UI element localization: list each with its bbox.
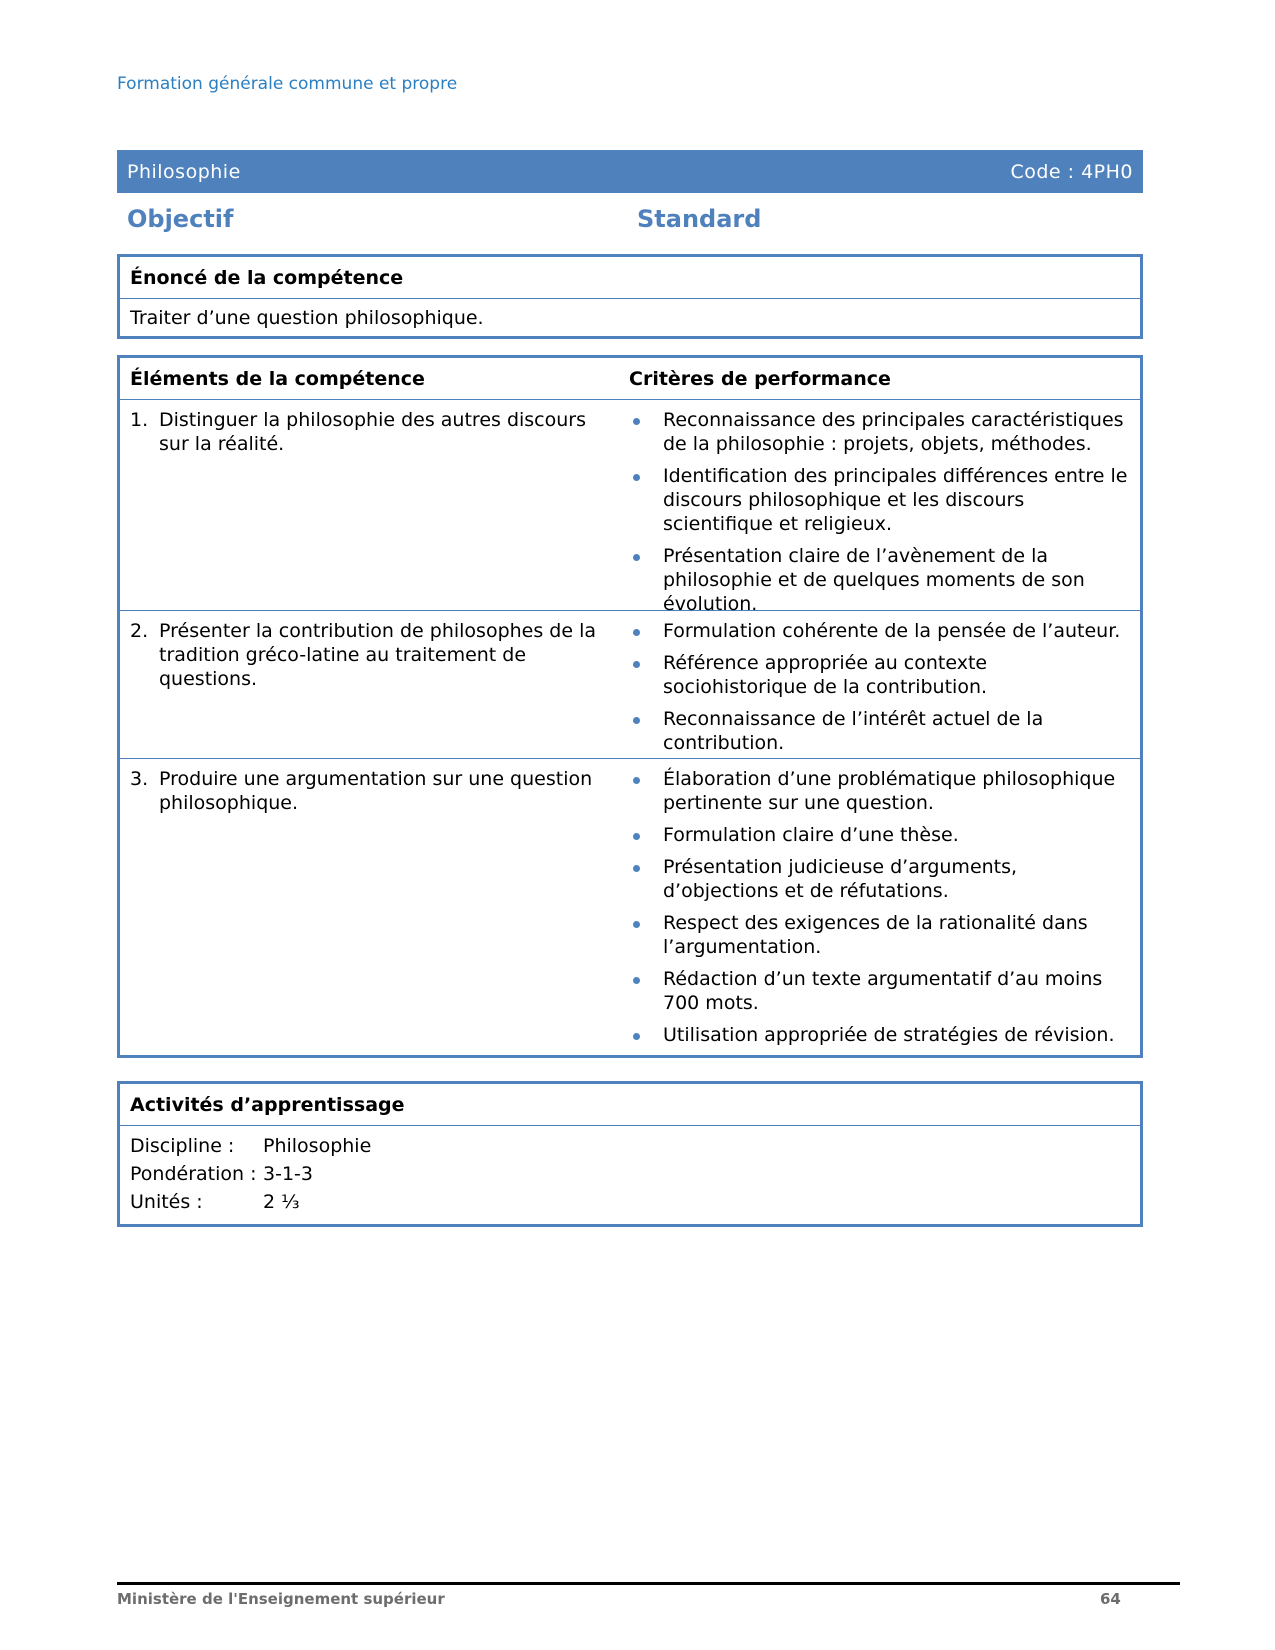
element-text: Produire une argumentation sur une question philosophique. [159,768,593,814]
page-number: 64 [1100,1590,1121,1608]
elements-table-header [120,358,1140,399]
bullet-icon [629,544,663,616]
element-text: Présenter la contribution de philosophes de la tradition gréco-latine au traitement de questions. [159,620,597,690]
criterion-text: Présentation judicieuse d’arguments, d’objections et de réfutations. [663,856,1018,902]
criterion-item [629,619,1132,643]
criterion-text: Élaboration d’une problématique philosophique pertinente sur une question. [663,768,1116,814]
discipline-label: Discipline : [130,1135,235,1157]
bullet-icon [629,1023,663,1047]
course-title-bar [117,150,1143,193]
criterion-item [629,1023,1132,1047]
discipline-value: Philosophie [263,1135,372,1157]
element-item [130,619,619,691]
criterion-text: Utilisation appropriée de stratégies de révision. [663,1024,1115,1046]
elements-column-heading: Éléments de la compétence [130,368,425,390]
criterion-item [629,544,1132,616]
criterion-text: Rédaction d’un texte argumentatif d’au moins 700 mots. [663,968,1103,1014]
table-row [120,758,1140,1055]
activites-details [120,1125,1140,1224]
bullet-icon [629,855,663,903]
activites-box [117,1081,1143,1227]
unites-label: Unités : [130,1191,203,1213]
criterion-text: Reconnaissance de l’intérêt actuel de la contribution. [663,708,1044,754]
unites-value: 2 ⅓ [263,1191,300,1213]
criteria-column-heading: Critères de performance [629,368,891,390]
bullet-icon [629,619,663,643]
element-number: 2. [130,620,149,642]
bullet-icon [629,767,663,815]
criterion-item [629,707,1132,755]
criterion-text: Référence appropriée au contexte sociohistorique de la contribution. [663,652,988,698]
criterion-text: Respect des exigences de la rationalité dans l’argumentation. [663,912,1088,958]
activites-heading: Activités d’apprentissage [130,1094,405,1116]
element-item [130,408,619,456]
element-number: 3. [130,768,149,790]
standard-heading: Standard [637,205,762,233]
bullet-icon [629,408,663,456]
enonce-text: Traiter d’une question philosophique. [120,298,1140,336]
bullet-icon [629,911,663,959]
criterion-text: Présentation claire de l’avènement de la philosophie et de quelques moments de son évolution. [663,545,1085,615]
bullet-icon [629,464,663,536]
table-row [120,399,1140,615]
unites-line [130,1188,1130,1216]
course-title: Philosophie [127,160,241,183]
criterion-text: Formulation cohérente de la pensée de l’auteur. [663,620,1121,642]
course-code: Code : 4PH0 [1010,160,1133,183]
footer-divider [117,1582,1180,1585]
enonce-box [117,254,1143,339]
criterion-item [629,823,1132,847]
elements-table [117,355,1143,1058]
discipline-line [130,1132,1130,1160]
criterion-item [629,967,1132,1015]
bullet-icon [629,967,663,1015]
bullet-icon [629,651,663,699]
ponderation-line [130,1160,1130,1188]
criterion-item [629,651,1132,699]
criterion-item [629,911,1132,959]
ponderation-value: 3-1-3 [263,1163,313,1185]
criterion-text: Reconnaissance des principales caractéristiques de la philosophie : projets, objets, méthodes. [663,409,1124,455]
element-item [130,767,619,815]
criterion-item [629,464,1132,536]
element-number: 1. [130,409,149,431]
criterion-item [629,408,1132,456]
objectif-heading: Objectif [127,205,234,233]
footer-publisher: Ministère de l'Enseignement supérieur [117,1590,445,1608]
bullet-icon [629,707,663,755]
ponderation-label: Pondération : [130,1163,257,1185]
bullet-icon [629,823,663,847]
criterion-item [629,855,1132,903]
criterion-item [629,767,1132,815]
enonce-heading: Énoncé de la compétence [130,267,404,289]
criterion-text: Formulation claire d’une thèse. [663,824,959,846]
table-row [120,610,1140,758]
criterion-text: Identification des principales différences entre le discours philosophique et les discours scientifique et religieux. [663,465,1128,535]
element-text: Distinguer la philosophie des autres discours sur la réalité. [159,409,587,455]
running-head: Formation générale commune et propre [117,74,458,94]
section-headings [117,205,1143,241]
